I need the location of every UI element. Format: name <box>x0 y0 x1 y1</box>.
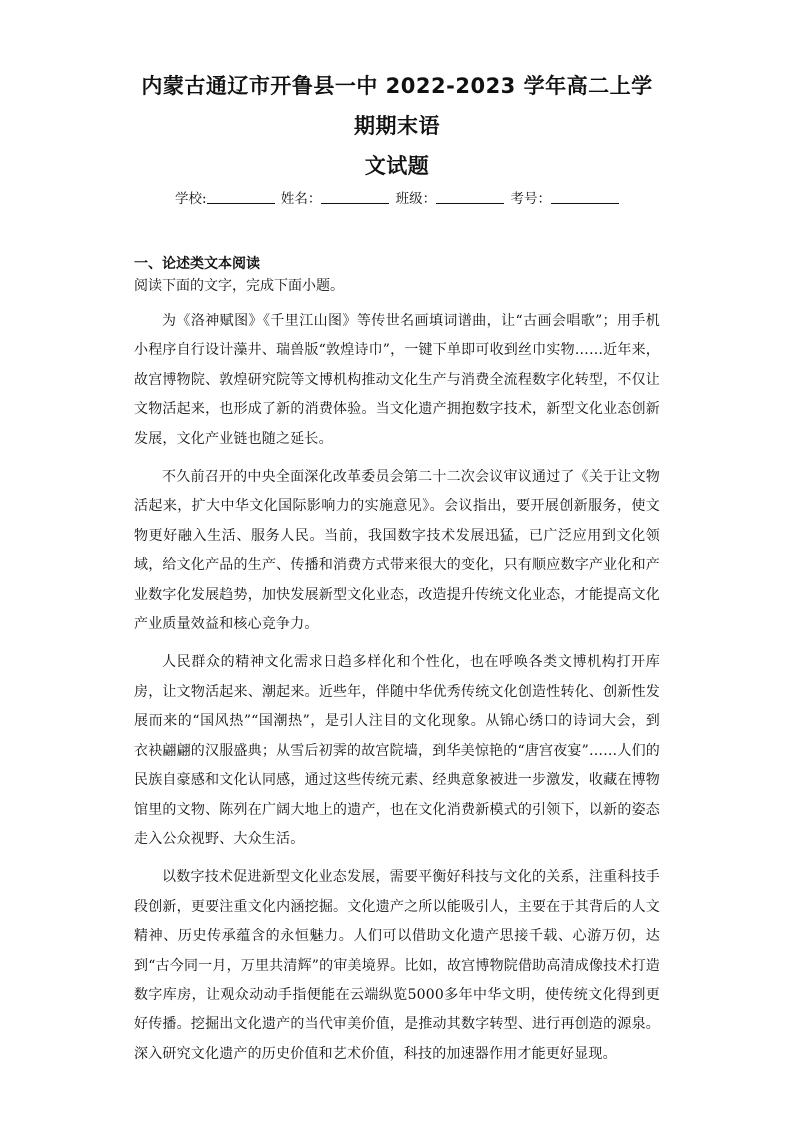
class-blank <box>436 189 504 204</box>
school-field <box>175 188 275 210</box>
section-instruction: 阅读下面的文字，完成下面小题。 <box>134 278 344 294</box>
school-label: 学校: <box>175 191 207 207</box>
name-field <box>281 188 390 210</box>
title-line-1: 内蒙古通辽市开鲁县一中 2022-2023 学年高二上学期期末语 <box>141 74 653 138</box>
exam-number-field <box>510 188 619 210</box>
passage-paragraph-1: 为《洛神赋图》《千里江山图》等传世名画填词谱曲，让“古画会唱歌”；用手机小程序自行设计藻井、瑞兽版“敦煌诗巾”，一键下单即可收到丝巾实物……近年来，故宫博物院、敦煌研究院等文博机构推动文化生产与消费全流程数字化转型，不仅让文物活起来，也形成了新的消费体验。当文化遗产拥抱数字技术，新型文化业态创新发展，文化产业链也随之延长。 <box>134 313 660 447</box>
reading-passage <box>134 307 660 1069</box>
passage-paragraph-3: 人民群众的精神文化需求日趋多样化和个性化，也在呼唤各类文博机构打开库房，让文物活起来、潮起来。近些年，伴随中华优秀传统文化创造性转化、创新性发展而来的“国风热”“国潮热”，是引人注目的文化现象。从锦心绣口的诗词大会，到衣袂翩翩的汉服盛典；从雪后初霁的故宫院墙，到华美惊艳的“唐宫夜宴”……人们的民族自豪感和文化认同感，通过这些传统元素、经典意象被进一步激发，收藏在博物馆里的文物、陈列在广阔大地上的遗产，也在文化消费新模式的引领下，以新的姿态走入公众视野、大众生活。 <box>134 654 660 847</box>
class-field <box>396 188 505 210</box>
passage-paragraph-4: 以数字技术促进新型文化业态发展，需要平衡好科技与文化的关系，注重科技手段创新，更要注重文化内涵挖掘。文化遗产之所以能吸引人，主要在于其背后的人文精神、历史传承蕴含的永恒魅力。人们可以借助文化遗产思接千载、心游万仞，达到“古今同一月，万里共清辉”的审美境界。比如，故宫博物院借助高清成像技术打造数字库房，让观众动动手指便能在云端纵览5000多年中华文明，使传统文化得到更好传播。挖掘出文化遗产的当代审美价值，是推动其数字转型、进行再创造的源泉。深入研究文化遗产的历史价值和艺术价值，科技的加速器作用才能更好显现。 <box>134 869 660 1062</box>
school-blank <box>207 189 275 204</box>
exam-title <box>134 66 660 186</box>
section-heading: 一、论述类文本阅读 <box>134 256 260 272</box>
passage-paragraph-2: 不久前召开的中央全面深化改革委员会第二十二次会议审议通过了《关于让文物活起来，扩大中华文化国际影响力的实施意见》。会议指出，要开展创新服务，使文物更好融入生活、服务人民。当前，我国数字技术发展迅猛，已广泛应用到文化领域，给文化产品的生产、传播和消费方式带来很大的变化，只有顺应数字产业化和产业数字化发展趋势，加快发展新型文化业态，改造提升传统文化业态，才能提高文化产业质量效益和核心竞争力。 <box>134 469 660 633</box>
title-line-2: 文试题 <box>364 154 430 178</box>
name-label: 姓名： <box>280 191 322 207</box>
class-label: 班级： <box>395 191 437 207</box>
student-info-row <box>134 188 660 210</box>
exam-number-label: 考号： <box>510 191 551 207</box>
name-blank <box>321 189 389 204</box>
exam-number-blank <box>551 189 619 204</box>
